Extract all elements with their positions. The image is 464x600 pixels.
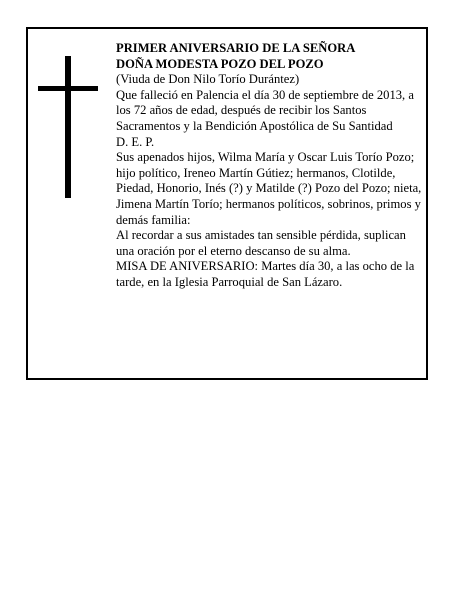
death-details: Que falleció en Palencia el día 30 de septiembre de 2013, a los 72 años de edad, después de recibir los Santos Sacramentos y la Bendición Apostólica de Su Santidad [116,87,414,133]
latin-cross-icon [38,56,98,198]
obituary-notice [26,27,428,380]
heading-line-1: PRIMER ANIVERSARIO DE LA SEÑORA [116,41,356,55]
cross-vertical-bar [65,56,71,198]
family-list: Sus apenados hijos, Wilma María y Oscar Luis Torío Pozo; hijo político, Ireneo Martín Gútiez; hermanos, Clotilde, Piedad, Honorio, Inés (?) y Matilde (?) Pozo del Pozo; nieta, Jimena Martín Torío; hermanos políticos, sobrinos, primos y demás familia: [116,150,422,227]
heading-line-2: DOÑA MODESTA POZO DEL POZO [116,56,324,71]
cross-horizontal-bar [38,86,98,91]
mass-announcement: MISA DE ANIVERSARIO: Martes día 30, a las ocho de la tarde, en la Iglesia Parroquial de San Lázaro. [116,259,415,289]
widow-of: (Viuda de Don Nilo Torío Durántez) [116,72,300,87]
prayer-request: Al recordar a sus amistades tan sensible pérdida, suplican una oración por el eterno descanso de su alma. [116,228,406,258]
notice-text [116,41,422,291]
rip-line: D. E. P. [116,134,155,149]
